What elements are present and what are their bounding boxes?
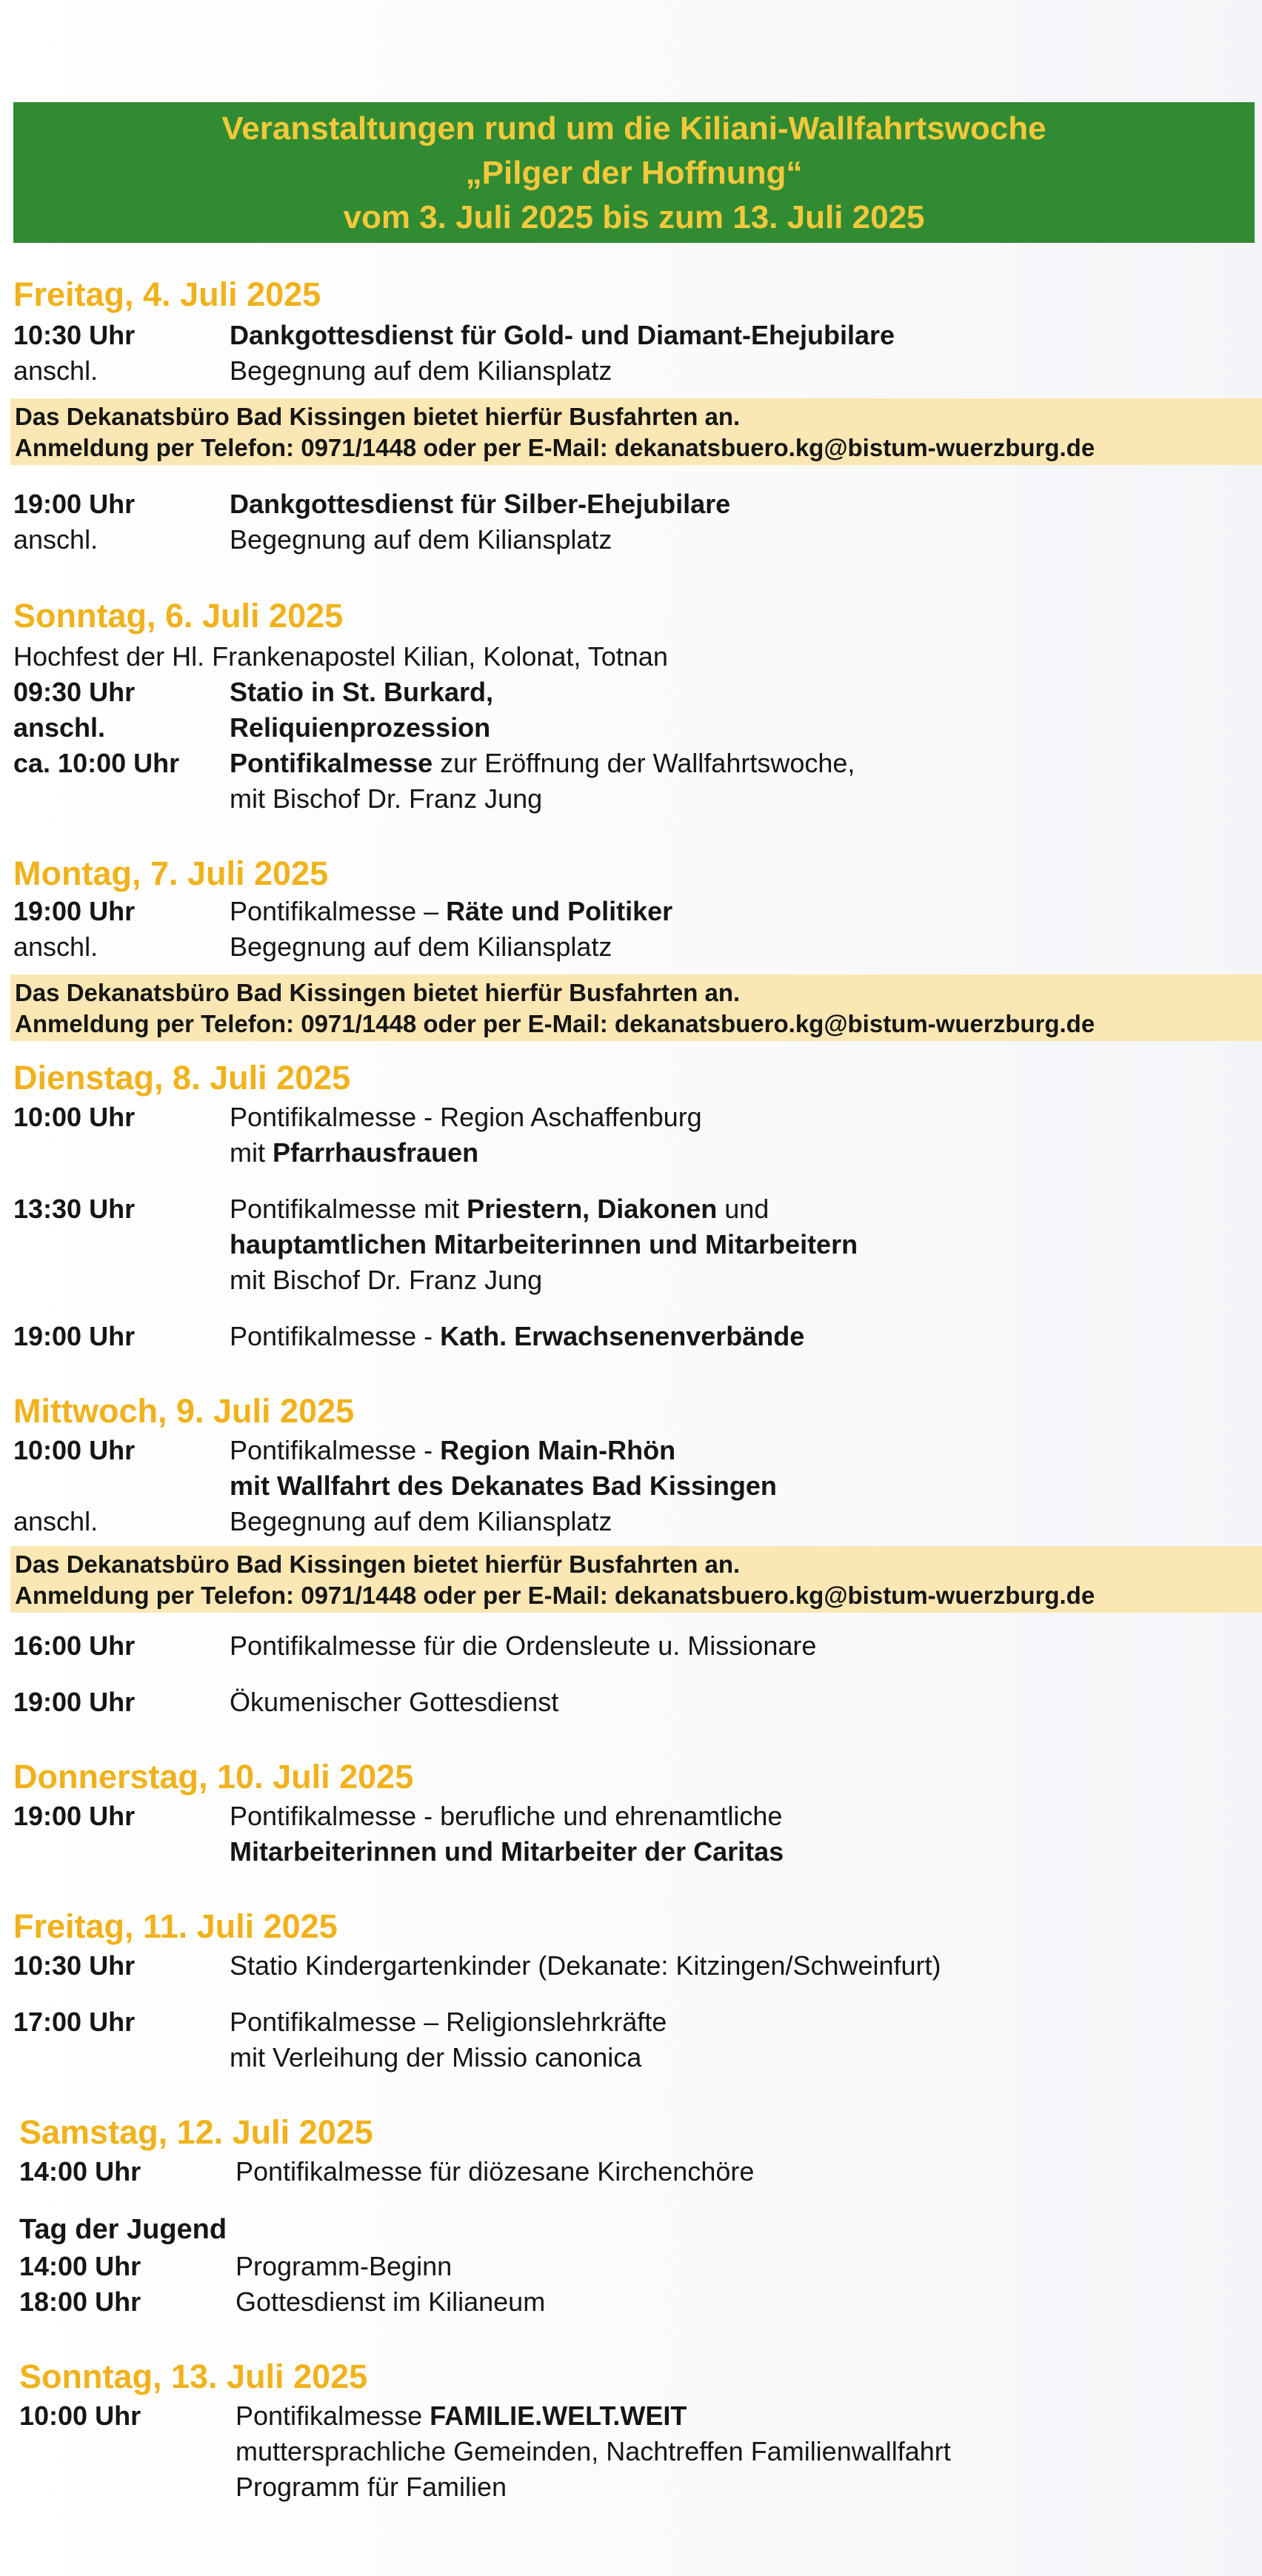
day-heading-mon7: Montag, 7. Juli 2025 <box>13 854 329 892</box>
bus-note-line-1: Das Dekanatsbüro Bad Kissingen bietet hierfür Busfahrten an. <box>15 403 741 430</box>
event-time: anschl. <box>13 355 99 386</box>
event-description: Begegnung auf dem Kiliansplatz <box>230 355 612 386</box>
event-time: 19:00 Uhr <box>13 1801 136 1831</box>
event-description: Programm-Beginn <box>236 2251 453 2281</box>
event-description-bold: Pontifikalmesse <box>230 748 433 778</box>
event-row <box>19 2436 1262 2472</box>
event-time: anschl. <box>13 712 106 743</box>
event-row <box>13 1687 1258 1722</box>
event-time: 17:00 Uhr <box>13 2007 136 2037</box>
event-description: Gottesdienst im Kilianeum <box>236 2286 546 2317</box>
event-description: Begegnung auf dem Kiliansplatz <box>230 524 612 555</box>
event-row <box>19 2401 1262 2436</box>
event-description: Reliquienprozession <box>230 712 491 743</box>
day-subtitle: Hochfest der Hl. Frankenapostel Kilian, Kolonat, Totnan <box>13 641 668 672</box>
day-heading-sat12: Samstag, 12. Juli 2025 <box>19 2113 373 2151</box>
event-description: Statio Kindergartenkinder (Dekanate: Kitzingen/Schweinfurt) <box>230 1950 941 1981</box>
event-description-line-2: mit Bischof Dr. Franz Jung <box>230 783 543 814</box>
bus-note-line-2: Anmeldung per Telefon: 0971/1448 oder per E-Mail: dekanatsbuero.kg@bistum-wuerzburg.de <box>15 434 1095 461</box>
event-row <box>13 1630 1258 1666</box>
event-description-pre: Pontifikalmesse <box>236 2401 430 2431</box>
event-time: 19:00 Uhr <box>13 489 136 519</box>
event-row <box>19 2472 1262 2507</box>
event-time: 18:00 Uhr <box>19 2286 141 2317</box>
event-description-bold: FAMILIE.WELT.WEIT <box>430 2401 687 2431</box>
youth-day-heading: Tag der Jugend <box>19 2214 227 2245</box>
event-description <box>230 1194 769 1225</box>
day-heading-sun13: Sonntag, 13. Juli 2025 <box>19 2358 368 2395</box>
event-description-pre: Pontifikalmesse – <box>230 896 447 926</box>
event-description: Dankgottesdienst für Gold- und Diamant-Ehejubilare <box>230 320 895 350</box>
event-description: Pontifikalmesse - berufliche und ehrenamtliche <box>230 1801 783 1831</box>
event-description: Begegnung auf dem Kiliansplatz <box>230 931 612 962</box>
event-row <box>13 783 1258 819</box>
event-time: 10:30 Uhr <box>13 1950 136 1981</box>
day-heading-wed9: Mittwoch, 9. Juli 2025 <box>13 1392 355 1430</box>
event-description <box>230 748 855 779</box>
bus-note <box>10 1546 1262 1613</box>
event-description: Pontifikalmesse für die Ordensleute u. Missionare <box>230 1630 817 1661</box>
bus-note <box>10 398 1262 465</box>
event-description-line-2: Mitarbeiterinnen und Mitarbeiter der Caritas <box>230 1836 784 1867</box>
event-row <box>19 2251 1262 2286</box>
event-row <box>13 2007 1258 2042</box>
event-time: 10:00 Uhr <box>13 1102 136 1132</box>
event-time: 14:00 Uhr <box>19 2156 141 2187</box>
event-description-line-3: mit Bischof Dr. Franz Jung <box>230 1265 543 1295</box>
event-description-pre: mit <box>230 1137 273 1168</box>
event-row <box>19 2286 1262 2322</box>
event-description-line-2: hauptamtlichen Mitarbeiterinnen und Mitarbeitern <box>230 1229 858 1259</box>
event-row <box>13 1137 1258 1173</box>
day-heading-thu10: Donnerstag, 10. Juli 2025 <box>13 1758 414 1796</box>
event-description-pre: Pontifikalmesse - <box>230 1321 441 1351</box>
event-description-line-3: Programm für Familien <box>236 2472 507 2502</box>
event-row <box>13 1471 1258 1506</box>
header-line-1: Veranstaltungen rund um die Kiliani-Wallfahrtswoche <box>221 110 1046 147</box>
event-description: Pontifikalmesse – Religionslehrkräfte <box>230 2007 667 2037</box>
event-row <box>13 712 1258 748</box>
event-description-bold: Kath. Erwachsenenverbände <box>440 1321 805 1351</box>
event-row <box>13 1194 1258 1229</box>
bus-note-line-2: Anmeldung per Telefon: 0971/1448 oder per E-Mail: dekanatsbuero.kg@bistum-wuerzburg.de <box>15 1010 1095 1037</box>
event-row <box>13 489 1258 524</box>
header-line-2: „Pilger der Hoffnung“ <box>465 155 803 191</box>
event-row <box>13 1102 1258 1137</box>
event-description-bold: Pfarrhausfrauen <box>273 1137 479 1168</box>
event-row <box>13 524 1258 560</box>
event-description-bold: Priestern, Diakonen <box>467 1194 718 1224</box>
event-row <box>13 1229 1258 1265</box>
event-row <box>13 896 1258 931</box>
event-description: Pontifikalmesse - Region Aschaffenburg <box>230 1102 702 1132</box>
event-description-rest: zur Eröffnung der Wallfahrtswoche, <box>433 748 855 778</box>
event-description <box>230 1435 675 1466</box>
event-time: 09:30 Uhr <box>13 677 136 707</box>
event-row <box>13 1321 1258 1356</box>
event-time: 16:00 Uhr <box>13 1630 136 1661</box>
day-heading-tue8: Dienstag, 8. Juli 2025 <box>13 1059 351 1097</box>
bus-note-line-1: Das Dekanatsbüro Bad Kissingen bietet hierfür Busfahrten an. <box>15 979 741 1006</box>
header-banner <box>13 102 1255 243</box>
event-description <box>230 896 672 927</box>
event-row <box>13 931 1258 967</box>
event-row <box>13 1435 1258 1471</box>
event-description <box>236 2401 687 2432</box>
event-time: anschl. <box>13 931 99 962</box>
event-description-post: und <box>717 1194 769 1224</box>
event-time: anschl. <box>13 1506 99 1536</box>
event-time: 10:00 Uhr <box>13 1435 136 1465</box>
event-description <box>230 1321 804 1352</box>
header-line-3: vom 3. Juli 2025 bis zum 13. Juli 2025 <box>343 199 925 235</box>
day-heading-fri11: Freitag, 11. Juli 2025 <box>13 1907 338 1945</box>
event-row <box>13 1801 1258 1836</box>
event-row <box>13 1836 1258 1872</box>
event-time: anschl. <box>13 524 99 555</box>
event-description-pre: Pontifikalmesse - <box>230 1435 441 1465</box>
event-time: ca. 10:00 Uhr <box>13 748 180 778</box>
event-time: 19:00 Uhr <box>13 1321 136 1351</box>
event-row <box>13 355 1258 391</box>
event-description-line-2: mit Verleihung der Missio canonica <box>230 2042 642 2072</box>
event-description-line-2: muttersprachliche Gemeinden, Nachtreffen Familienwallfahrt <box>236 2436 951 2466</box>
event-description-line-2: mit Wallfahrt des Dekanates Bad Kissingen <box>230 1471 777 1501</box>
event-description-line-2 <box>230 1137 478 1168</box>
event-time: 14:00 Uhr <box>19 2251 141 2281</box>
event-time: 19:00 Uhr <box>13 1687 136 1717</box>
event-description: Ökumenischer Gottesdienst <box>230 1687 559 1717</box>
event-description-bold: Region Main-Rhön <box>440 1435 676 1465</box>
event-row <box>13 677 1258 712</box>
event-description-bold: Räte und Politiker <box>446 896 673 926</box>
event-row <box>13 1506 1258 1542</box>
event-time: 19:00 Uhr <box>13 896 136 926</box>
event-time: 13:30 Uhr <box>13 1194 136 1224</box>
event-row <box>13 2042 1258 2078</box>
event-description: Dankgottesdienst für Silber-Ehejubilare <box>230 489 731 519</box>
event-time: 10:30 Uhr <box>13 320 136 350</box>
bus-note <box>10 974 1262 1041</box>
day-heading-fri4: Freitag, 4. Juli 2025 <box>13 275 321 313</box>
event-row <box>13 320 1258 355</box>
event-row <box>13 1950 1258 1986</box>
event-description: Pontifikalmesse für diözesane Kirchenchöre <box>236 2156 755 2187</box>
event-description: Statio in St. Burkard, <box>230 677 494 707</box>
event-row <box>13 1265 1258 1300</box>
event-description-pre: Pontifikalmesse mit <box>230 1194 467 1224</box>
event-row <box>13 748 1258 783</box>
day-heading-sun6: Sonntag, 6. Juli 2025 <box>13 597 344 635</box>
event-time: 10:00 Uhr <box>19 2401 141 2431</box>
event-row <box>19 2156 1262 2192</box>
bus-note-line-2: Anmeldung per Telefon: 0971/1448 oder per E-Mail: dekanatsbuero.kg@bistum-wuerzburg.de <box>15 1582 1095 1609</box>
event-description: Begegnung auf dem Kiliansplatz <box>230 1506 612 1536</box>
bus-note-line-1: Das Dekanatsbüro Bad Kissingen bietet hierfür Busfahrten an. <box>15 1550 741 1578</box>
